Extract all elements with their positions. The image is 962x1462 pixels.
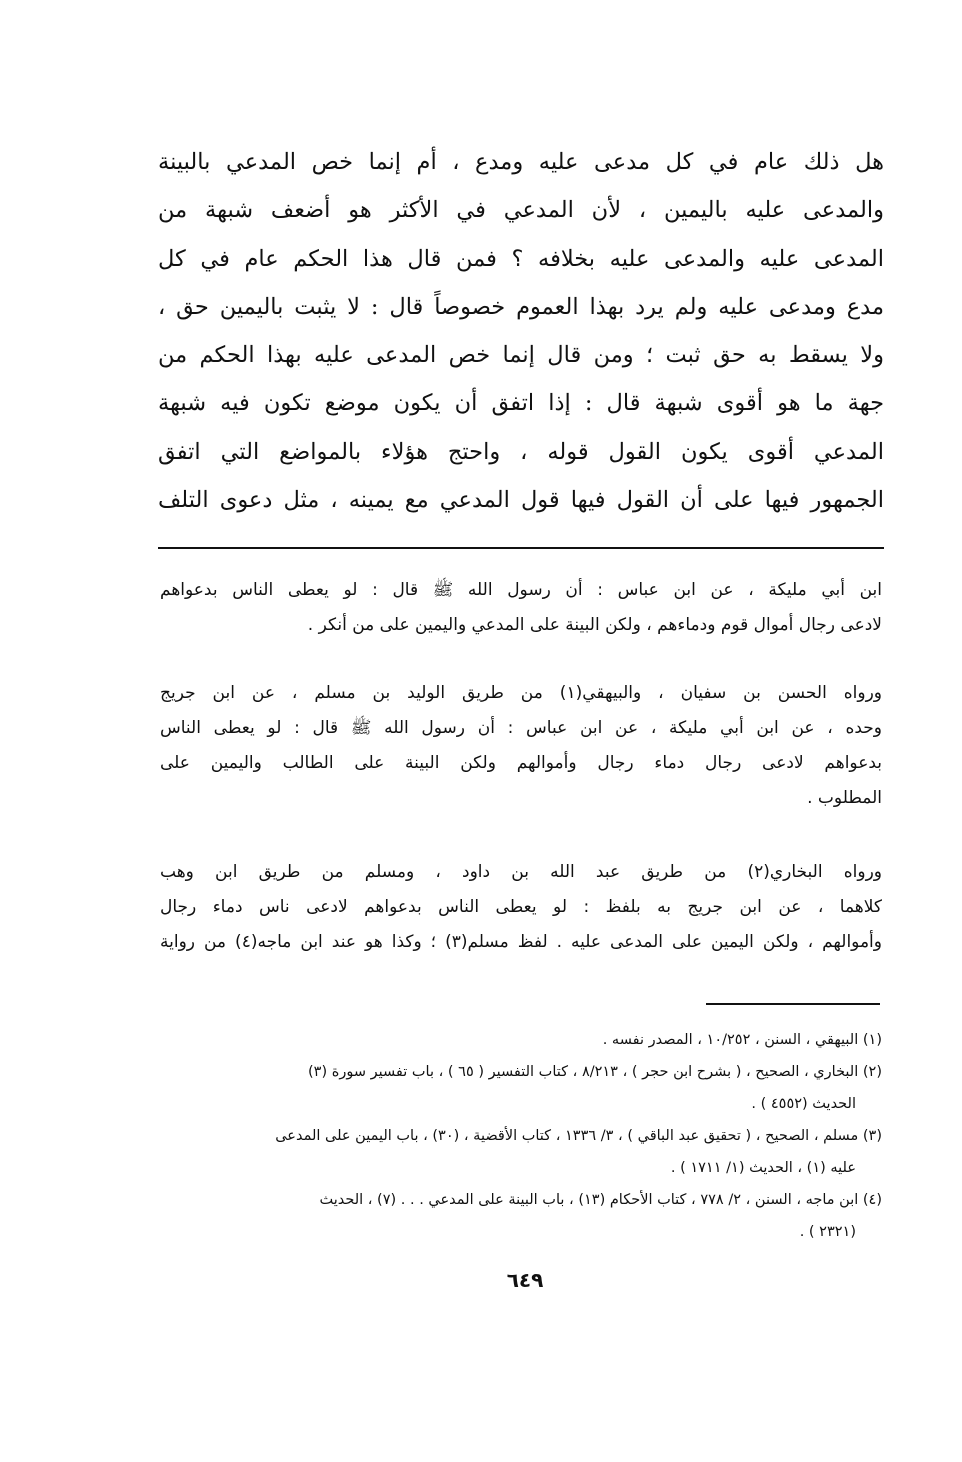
note-line: بدعواهم لادعى رجال دماء رجال وأموالهم ولكن البينة على الطالب واليمين على [160,753,882,773]
main-text-line: هل ذلك عام في كل مدعى عليه ومدع ، أم إنما خص المدعي بالبينة [158,149,884,175]
footnote-separator-rule [706,1003,880,1005]
footnotes [160,1024,882,1248]
page-number: ٦٤٩ [506,1268,544,1292]
note-line: لادعى رجال أموال قوم ودماءهم ، ولكن البينة على المدعي واليمين على من أنكر . [307,615,882,635]
note-line: المطلوب . [807,788,882,808]
footnote-2-continuation: الحديث (٤٥٥٢ ) . [751,1096,856,1112]
hadith-note-paragraph [160,855,882,960]
note-line: ابن أبي مليكة ، عن ابن عباس : أن رسول الله ﷺ قال : لو يعطى الناس بدعواهم [160,580,882,600]
main-text-line: المدعي أقوى يكون القول قوله ، واحتج هؤلاء بالمواضع التي اتفق [158,438,884,465]
footnote-4: (٤) ابن ماجه ، السنن ، ٢/ ٧٧٨ ، كتاب الأحكام (١٣) ، باب البينة على المدعي . . . (٧) ، الحديث [319,1192,882,1208]
footnote-2: (٢) البخاري ، الصحيح ، ( بشرح ابن حجر ) ، ٨/٢١٣ ، كتاب التفسير ( ٦٥ ) ، باب تفسير سورة (٣) [308,1064,882,1080]
footnote-1: (١) البيهقي ، السنن ، ١٠/٢٥٢ ، المصدر نفسه . [602,1032,882,1048]
footnote-3-continuation: عليه (١) ، الحديث (١/ ١٧١١ ) . [670,1160,856,1176]
note-line: وحده ، عن ابن أبي مليكة ، عن ابن عباس : أن رسول الله ﷺ قال : لو يعطى الناس [160,718,882,738]
main-text-line: والمدعى عليه باليمين ، لأن المدعي في الأكثر هو أضعف شبهة من [158,197,884,224]
note-line: ورواه البخاري(٢) من طريق عبد الله بن داود ، ومسلم من طريق ابن وهب [160,862,882,882]
main-text [158,138,884,524]
main-text-line: المدعى عليه والمدعى عليه بخلافه ؟ فمن قال هذا الحكم عام في كل [158,245,884,272]
main-text-line: جهة ما هو أقوى شبهة قال : إذا اتفق أن يكون موضع تكون فيه شبهة [158,390,884,417]
main-text-line: الجمهور فيها على أن القول فيها قول المدعي مع يمينه ، مثل دعوى التلف [158,487,884,514]
footnote-3: (٣) مسلم ، الصحيح ، ( تحقيق عبد الباقي ) ، ٣/ ١٣٣٦ ، كتاب الأقضية ، (٣٠) ، باب اليمين على المدعى [275,1128,882,1144]
hadith-note-paragraph [160,676,882,816]
hadith-note-paragraph [160,573,882,643]
footnote-4-continuation: (٢٣٢١ ) . [799,1224,856,1240]
note-line: كلاهما ، عن ابن جريج به بلفظ : لو يعطى الناس بدعواهم لادعى ناس دماء رجال [160,897,882,917]
note-line: ورواه الحسن بن سفيان ، والبيهقي(١) من طريق الوليد بن مسلم ، عن ابن جريج [160,683,883,703]
main-text-line: ولا يسقط به حق ثبت ؛ ومن قال إنما خص المدعى عليه بهذا الحكم من [158,342,884,369]
main-text-line: مدع ومدعى عليه ولم يرد بهذا العموم خصوصاً قال : لا يثبت باليمين حق ، [158,293,884,320]
main-separator-rule [158,547,884,549]
note-line: وأموالهم ، ولكن اليمين على المدعى عليه . لفظ مسلم(٣) ؛ وكذا هو عند ابن ماجه(٤) من رواية [160,932,882,952]
